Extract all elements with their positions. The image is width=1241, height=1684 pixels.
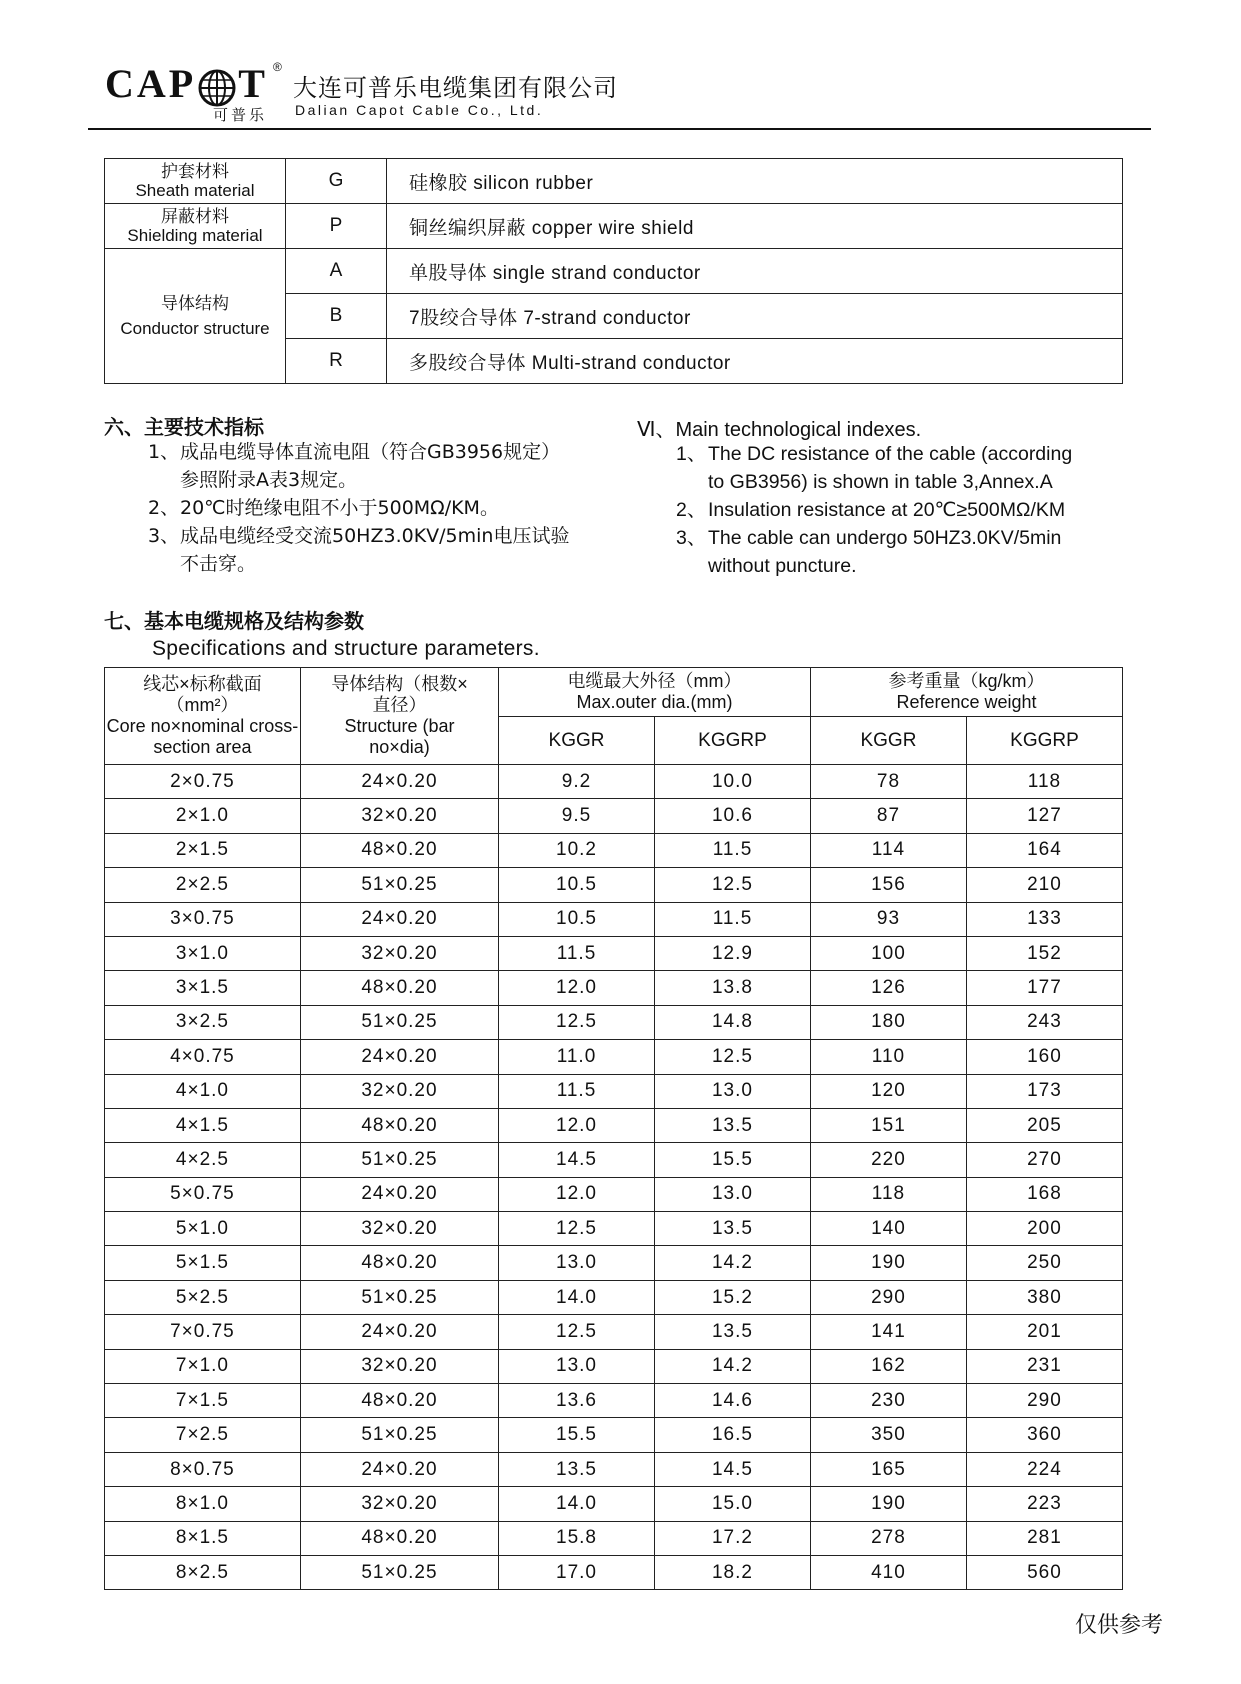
cell-weight-kggr: 220 [811, 1143, 967, 1177]
table-row [105, 1074, 1123, 1108]
cell-weight-kggrp: 200 [966, 1212, 1122, 1246]
cell-dia-kggrp: 13.5 [654, 1315, 810, 1349]
cell-weight-kggr: 278 [811, 1521, 967, 1555]
header-structure: 导体结构（根数×直径） Structure (bar no×dia) [300, 668, 498, 765]
cell-dia-kggr: 12.5 [499, 1315, 655, 1349]
cell-weight-kggr: 78 [811, 765, 967, 799]
cell-structure: 24×0.20 [300, 902, 498, 936]
subheader-kggrp-dia: KGGRP [654, 717, 810, 765]
cell-dia-kggr: 10.5 [499, 868, 655, 902]
desc-cell: 铜丝编织屏蔽 copper wire shield [387, 204, 1123, 249]
table-row [105, 936, 1123, 970]
header-weight: 参考重量（kg/km） Reference weight [811, 668, 1123, 717]
cell-weight-kggr: 141 [811, 1315, 967, 1349]
cell-dia-kggrp: 17.2 [654, 1521, 810, 1555]
table-row [105, 1418, 1123, 1452]
cell-core: 3×2.5 [105, 1005, 301, 1039]
cell-dia-kggr: 14.0 [499, 1487, 655, 1521]
cell-structure: 32×0.20 [300, 799, 498, 833]
cell-dia-kggr: 9.5 [499, 799, 655, 833]
cell-core: 5×1.5 [105, 1246, 301, 1280]
cell-dia-kggr: 10.2 [499, 833, 655, 867]
cell-dia-kggr: 15.8 [499, 1521, 655, 1555]
cell-weight-kggr: 190 [811, 1246, 967, 1280]
cell-weight-kggrp: 177 [966, 971, 1122, 1005]
cell-dia-kggrp: 11.5 [654, 833, 810, 867]
cell-weight-kggr: 230 [811, 1384, 967, 1418]
cell-dia-kggrp: 13.5 [654, 1212, 810, 1246]
cell-core: 3×0.75 [105, 902, 301, 936]
spec-table [104, 667, 1123, 1590]
section7-title-en: Specifications and structure parameters. [152, 637, 540, 660]
cell-core: 3×1.0 [105, 936, 301, 970]
cell-core: 3×1.5 [105, 971, 301, 1005]
cell-weight-kggr: 110 [811, 1040, 967, 1074]
code-cell: G [286, 159, 387, 204]
cell-weight-kggr: 350 [811, 1418, 967, 1452]
cell-weight-kggrp: 270 [966, 1143, 1122, 1177]
cell-weight-kggrp: 380 [966, 1280, 1122, 1314]
cell-weight-kggrp: 360 [966, 1418, 1122, 1452]
cell-dia-kggrp: 15.2 [654, 1280, 810, 1314]
desc-cell: 单股导体 single strand conductor [387, 249, 1123, 294]
cell-dia-kggr: 13.5 [499, 1452, 655, 1486]
code-cell: P [286, 204, 387, 249]
cell-weight-kggr: 190 [811, 1487, 967, 1521]
cell-structure: 24×0.20 [300, 1177, 498, 1211]
cell-weight-kggrp: 127 [966, 799, 1122, 833]
cell-structure: 48×0.20 [300, 971, 498, 1005]
cell-weight-kggr: 165 [811, 1452, 967, 1486]
cell-dia-kggrp: 13.5 [654, 1108, 810, 1142]
cell-dia-kggr: 12.5 [499, 1212, 655, 1246]
list-item: 1、 The DC resistance of the cable (according to GB3956) is shown in table 3,Annex.A [676, 443, 1073, 493]
cell-core: 5×1.0 [105, 1212, 301, 1246]
cell-dia-kggr: 11.0 [499, 1040, 655, 1074]
cell-weight-kggrp: 205 [966, 1108, 1122, 1142]
cell-core: 5×2.5 [105, 1280, 301, 1314]
row-label: 屏蔽材料 Shielding material [105, 204, 286, 249]
header-divider [88, 128, 1151, 130]
cell-core: 7×0.75 [105, 1315, 301, 1349]
cell-structure: 32×0.20 [300, 1074, 498, 1108]
list-item: 3、 成品电缆经受交流50HZ3.0KV/5min电压试验 不击穿。 [148, 525, 570, 575]
cell-weight-kggrp: 152 [966, 936, 1122, 970]
cell-weight-kggr: 118 [811, 1177, 967, 1211]
cell-weight-kggr: 126 [811, 971, 967, 1005]
row-label: 护套材料 Sheath material [105, 159, 286, 204]
cell-structure: 24×0.20 [300, 765, 498, 799]
table-row [105, 1521, 1123, 1555]
cell-structure: 32×0.20 [300, 1349, 498, 1383]
cell-weight-kggr: 114 [811, 833, 967, 867]
cell-core: 2×1.0 [105, 799, 301, 833]
cell-weight-kggr: 410 [811, 1555, 967, 1589]
cell-dia-kggr: 17.0 [499, 1555, 655, 1589]
cell-dia-kggr: 13.0 [499, 1246, 655, 1280]
cell-dia-kggrp: 14.8 [654, 1005, 810, 1039]
cell-weight-kggrp: 118 [966, 765, 1122, 799]
cell-dia-kggrp: 18.2 [654, 1555, 810, 1589]
cell-dia-kggrp: 10.0 [654, 765, 810, 799]
cell-weight-kggr: 162 [811, 1349, 967, 1383]
cell-core: 8×2.5 [105, 1555, 301, 1589]
cell-weight-kggrp: 168 [966, 1177, 1122, 1211]
cell-structure: 24×0.20 [300, 1040, 498, 1074]
table-row [105, 1452, 1123, 1486]
cell-core: 7×1.5 [105, 1384, 301, 1418]
cell-weight-kggr: 180 [811, 1005, 967, 1039]
cell-weight-kggrp: 201 [966, 1315, 1122, 1349]
cell-weight-kggrp: 223 [966, 1487, 1122, 1521]
table-row [105, 1315, 1123, 1349]
header-core: 线芯×标称截面（mm²） Core no×nominal cross-section area [105, 668, 301, 765]
cell-dia-kggrp: 12.5 [654, 868, 810, 902]
cell-dia-kggr: 15.5 [499, 1418, 655, 1452]
cell-structure: 24×0.20 [300, 1452, 498, 1486]
section6-title-cn: 六、主要技术指标 [104, 415, 264, 439]
subheader-kggrp-weight: KGGRP [966, 717, 1122, 765]
page-header [105, 56, 1155, 128]
cell-weight-kggr: 87 [811, 799, 967, 833]
table-row [105, 1246, 1123, 1280]
table-row [105, 1005, 1123, 1039]
cell-weight-kggr: 156 [811, 868, 967, 902]
cell-core: 5×0.75 [105, 1177, 301, 1211]
section6-list-cn [148, 438, 569, 578]
capot-logo: CAP T [105, 61, 268, 106]
table-row [105, 1349, 1123, 1383]
cell-dia-kggr: 11.5 [499, 1074, 655, 1108]
cell-structure: 51×0.25 [300, 1280, 498, 1314]
code-cell: A [286, 249, 387, 294]
table-row [105, 1384, 1123, 1418]
cell-weight-kggrp: 133 [966, 902, 1122, 936]
table-row [105, 1177, 1123, 1211]
cell-dia-kggrp: 13.8 [654, 971, 810, 1005]
globe-icon [198, 69, 236, 107]
cell-weight-kggr: 290 [811, 1280, 967, 1314]
cell-weight-kggrp: 164 [966, 833, 1122, 867]
cell-dia-kggr: 10.5 [499, 902, 655, 936]
cell-dia-kggr: 12.0 [499, 1108, 655, 1142]
header-max-dia: 电缆最大外径（mm） Max.outer dia.(mm) [499, 668, 811, 717]
subheader-kggr-dia: KGGR [499, 717, 655, 765]
cell-weight-kggrp: 560 [966, 1555, 1122, 1589]
table-row [105, 833, 1123, 867]
table-row [105, 1108, 1123, 1142]
cell-dia-kggrp: 13.0 [654, 1177, 810, 1211]
cell-structure: 48×0.20 [300, 1521, 498, 1555]
cell-dia-kggrp: 13.0 [654, 1074, 810, 1108]
table-row [105, 765, 1123, 799]
cell-structure: 51×0.25 [300, 1555, 498, 1589]
logo-subtitle: 可普乐 [213, 106, 268, 124]
section6-title-en: Ⅵ、Main technological indexes. [637, 419, 922, 441]
cell-core: 8×1.0 [105, 1487, 301, 1521]
desc-cell: 7股绞合导体 7-strand conductor [387, 294, 1123, 339]
cell-core: 2×0.75 [105, 765, 301, 799]
cell-dia-kggrp: 14.2 [654, 1246, 810, 1280]
cell-core: 4×1.0 [105, 1074, 301, 1108]
desc-cell: 多股绞合导体 Multi-strand conductor [387, 339, 1123, 384]
cell-weight-kggrp: 173 [966, 1074, 1122, 1108]
cell-core: 8×0.75 [105, 1452, 301, 1486]
cell-weight-kggr: 100 [811, 936, 967, 970]
cell-dia-kggr: 13.6 [499, 1384, 655, 1418]
cell-weight-kggr: 140 [811, 1212, 967, 1246]
cell-dia-kggrp: 16.5 [654, 1418, 810, 1452]
cell-core: 7×2.5 [105, 1418, 301, 1452]
cell-structure: 32×0.20 [300, 936, 498, 970]
table-row [105, 902, 1123, 936]
table-row [105, 249, 1123, 294]
list-item: 3、 The cable can undergo 50HZ3.0KV/5min without puncture. [676, 527, 1062, 577]
cell-structure: 51×0.25 [300, 868, 498, 902]
cell-structure: 24×0.20 [300, 1315, 498, 1349]
cell-weight-kggrp: 281 [966, 1521, 1122, 1555]
cell-structure: 48×0.20 [300, 1246, 498, 1280]
material-code-table [104, 158, 1123, 384]
company-name-cn: 大连可普乐电缆集团有限公司 [293, 74, 618, 102]
table-row [105, 1040, 1123, 1074]
section7-title-cn: 七、基本电缆规格及结构参数 [104, 609, 364, 633]
cell-weight-kggrp: 243 [966, 1005, 1122, 1039]
cell-weight-kggrp: 231 [966, 1349, 1122, 1383]
cell-weight-kggr: 93 [811, 902, 967, 936]
cell-dia-kggr: 12.5 [499, 1005, 655, 1039]
cell-structure: 48×0.20 [300, 1384, 498, 1418]
table-row [105, 204, 1123, 249]
cell-dia-kggrp: 12.9 [654, 936, 810, 970]
table-row [105, 1212, 1123, 1246]
cell-structure: 51×0.25 [300, 1005, 498, 1039]
cell-dia-kggrp: 12.5 [654, 1040, 810, 1074]
registered-mark-icon: ® [273, 60, 282, 74]
company-name-en: Dalian Capot Cable Co., Ltd. [295, 102, 544, 118]
cell-dia-kggr: 9.2 [499, 765, 655, 799]
cell-core: 4×0.75 [105, 1040, 301, 1074]
cell-core: 8×1.5 [105, 1521, 301, 1555]
cell-weight-kggr: 120 [811, 1074, 967, 1108]
cell-dia-kggrp: 11.5 [654, 902, 810, 936]
cell-weight-kggrp: 290 [966, 1384, 1122, 1418]
table-header-row [105, 668, 1123, 717]
cell-core: 4×2.5 [105, 1143, 301, 1177]
cell-structure: 51×0.25 [300, 1143, 498, 1177]
code-cell: R [286, 339, 387, 384]
list-item: 2、 Insulation resistance at 20℃≥500MΩ/KM [676, 499, 1066, 521]
table-row [105, 1487, 1123, 1521]
cell-dia-kggr: 11.5 [499, 936, 655, 970]
cell-dia-kggr: 14.0 [499, 1280, 655, 1314]
cell-weight-kggrp: 210 [966, 868, 1122, 902]
cell-dia-kggrp: 10.6 [654, 799, 810, 833]
cell-dia-kggr: 12.0 [499, 1177, 655, 1211]
cell-weight-kggrp: 224 [966, 1452, 1122, 1486]
cell-structure: 48×0.20 [300, 1108, 498, 1142]
subheader-kggr-weight: KGGR [811, 717, 967, 765]
spec-table-body [105, 765, 1123, 1590]
section6-list-en [676, 440, 1072, 580]
table-row [105, 159, 1123, 204]
table-row [105, 1280, 1123, 1314]
cell-weight-kggr: 151 [811, 1108, 967, 1142]
cell-structure: 51×0.25 [300, 1418, 498, 1452]
list-item: 1、 成品电缆导体直流电阻（符合GB3956规定） 参照附录A表3规定。 [148, 441, 561, 491]
cell-weight-kggrp: 250 [966, 1246, 1122, 1280]
footer-note: 仅供参考 [1075, 1613, 1164, 1638]
cell-core: 7×1.0 [105, 1349, 301, 1383]
cell-structure: 32×0.20 [300, 1212, 498, 1246]
cell-dia-kggrp: 15.5 [654, 1143, 810, 1177]
table-row [105, 971, 1123, 1005]
desc-cell: 硅橡胶 silicon rubber [387, 159, 1123, 204]
cell-dia-kggrp: 15.0 [654, 1487, 810, 1521]
code-cell: B [286, 294, 387, 339]
table-row [105, 1555, 1123, 1589]
row-label: 导体结构 Conductor structure [105, 249, 286, 384]
cell-core: 4×1.5 [105, 1108, 301, 1142]
table-row [105, 799, 1123, 833]
cell-dia-kggr: 12.0 [499, 971, 655, 1005]
cell-core: 2×2.5 [105, 868, 301, 902]
cell-structure: 32×0.20 [300, 1487, 498, 1521]
cell-core: 2×1.5 [105, 833, 301, 867]
table-row [105, 1143, 1123, 1177]
cell-dia-kggrp: 14.5 [654, 1452, 810, 1486]
cell-weight-kggrp: 160 [966, 1040, 1122, 1074]
table-row [105, 868, 1123, 902]
list-item: 2、 20℃时绝缘电阻不小于500MΩ/KM。 [148, 497, 499, 519]
cell-dia-kggr: 13.0 [499, 1349, 655, 1383]
cell-structure: 48×0.20 [300, 833, 498, 867]
cell-dia-kggrp: 14.6 [654, 1384, 810, 1418]
cell-dia-kggr: 14.5 [499, 1143, 655, 1177]
cell-dia-kggrp: 14.2 [654, 1349, 810, 1383]
